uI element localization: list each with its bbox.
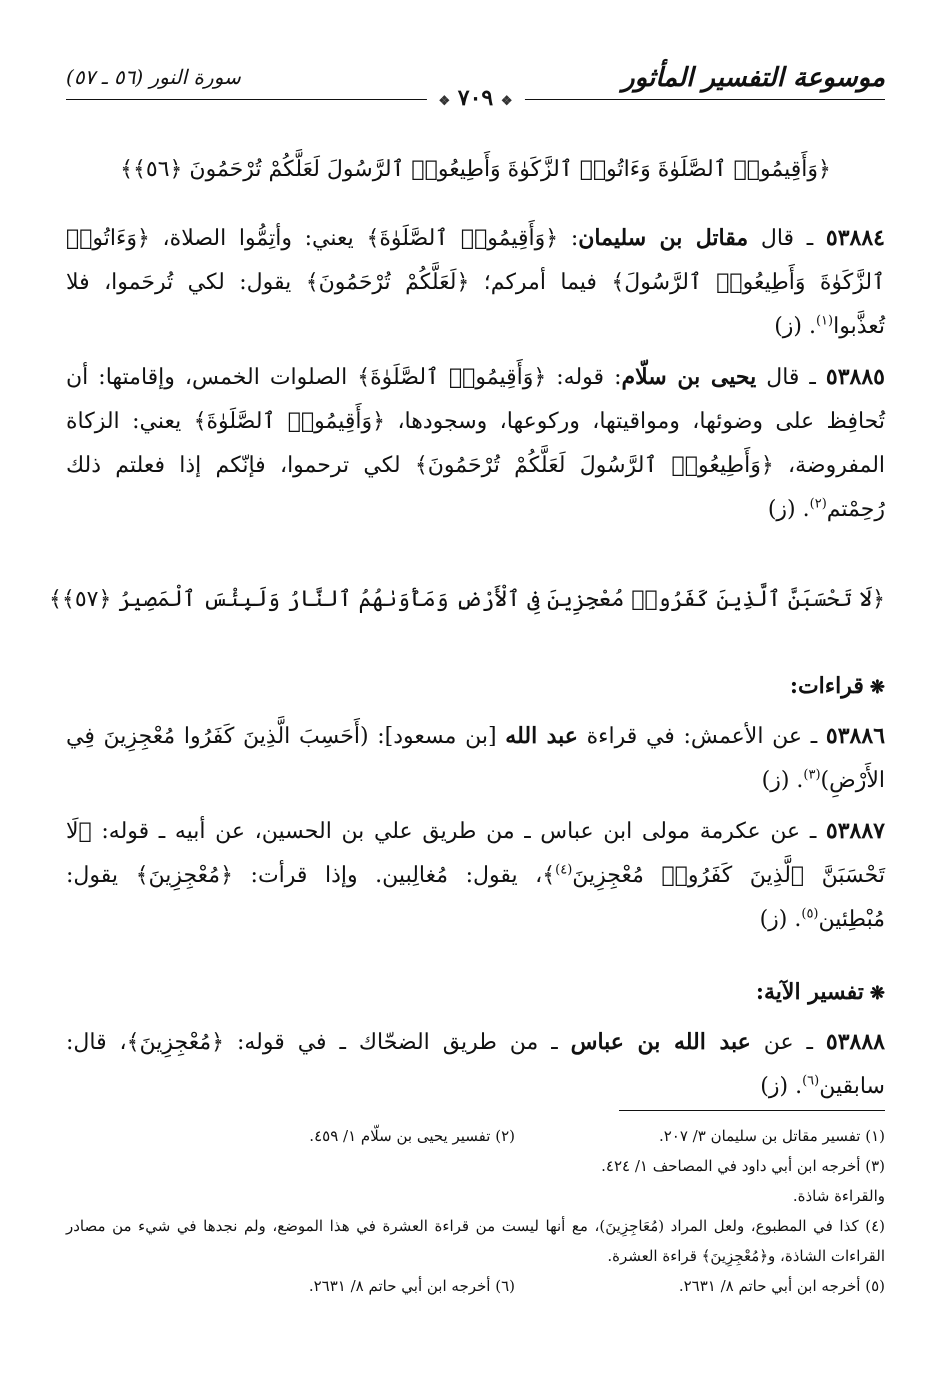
section-title: تفسير الآية: <box>755 979 864 1005</box>
surah-title: سورة النور (٥٦ ـ ٥٧) <box>66 65 241 89</box>
star-ornament-icon: ❋ <box>869 677 885 698</box>
entry-text: ـ عن <box>750 1030 826 1055</box>
narrator-name: مقاتل بن سليمان <box>578 225 749 251</box>
ornament-icon: ❖ <box>438 94 451 109</box>
entry-end: . (ز) <box>767 497 810 522</box>
footnote-row <box>66 1121 885 1151</box>
entry-number: ٥٣٨٨٨ <box>825 1029 885 1055</box>
quran-quote: ﴿وَأَقِيمُوا۟ ٱلصَّلَوٰةَ﴾ <box>193 409 386 434</box>
entry-text: ـ قال <box>756 365 826 390</box>
footnote-ref[interactable]: (٥) <box>801 906 819 922</box>
entry-end: . (ز) <box>774 314 816 339</box>
entry-end: . (ز) <box>759 907 802 932</box>
footnote-ref[interactable]: (٢) <box>809 496 827 512</box>
narrator-name: عبد الله <box>505 723 578 749</box>
entry-text: ـ عن الأعمش: في قراءة <box>577 724 826 749</box>
narration-entry-53885 <box>66 355 885 532</box>
quran-quote: ﴿وَءَاتُوا۟ ٱلزَّكَوٰةَ وَأَطِيعُوا۟ ٱلرَّسُولَ﴾ <box>66 226 885 295</box>
quran-quote: ﴿وَأَقِيمُوا۟ ٱلصَّلَوٰةَ﴾ <box>357 365 547 390</box>
quran-quote: ﴿لَا تَحْسَبَنَّ ٱلَّذِينَ كَفَرُوا۟ مُعْجِزِينَ <box>66 819 885 888</box>
section-heading-readings <box>66 664 885 710</box>
quran-quote: ﴿وَأَقِيمُوا۟ ٱلصَّلَوٰةَ﴾ <box>366 226 559 251</box>
page-number-box <box>426 85 524 111</box>
entry-text: ـ من طريق الضحّاك ـ في قوله: <box>224 1030 571 1055</box>
quran-quote: ﴿لَعَلَّكُمْ تُرْحَمُونَ﴾ <box>305 270 470 295</box>
entry-text: ـ قال <box>748 226 826 251</box>
page-header <box>66 55 885 111</box>
entry-text: ـ عن عكرمة مولى ابن عباس ـ من طريق علي بن الحسين، عن أبيه ـ قوله: <box>91 819 826 844</box>
narrator-name: يحيى بن سلّام <box>621 364 757 390</box>
page-number: ٧٠٩ <box>457 85 494 111</box>
footnote-3-note: والقراءة شاذة. <box>792 1187 885 1205</box>
footnote-ref[interactable]: (٤) <box>555 862 573 878</box>
entry-text: ، قال: سابقين <box>66 1030 885 1099</box>
entry-number: ٥٣٨٨٥ <box>825 364 885 390</box>
footnote-3: (٣) أخرجه ابن أبي داود في المصاحف ١/ ٤٢٤. <box>601 1157 885 1175</box>
entry-text: : <box>558 226 579 251</box>
entry-text: يعني: وأتِمُّوا الصلاة، <box>149 226 367 251</box>
footnote-2: (٢) تفسير يحيى بن سلّام ١/ ٤٥٩. <box>309 1127 515 1145</box>
entry-text: ﴾، يقول: مُغالِبين. وإذا قرأت: <box>232 863 556 888</box>
entry-end: . (ز) <box>761 768 804 793</box>
footnote-5: (٥) أخرجه ابن أبي حاتم ٨/ ٢٦٣١. <box>678 1277 885 1295</box>
entry-text: الصلوات الخمس، وإقامتها: أن تُحافِظ على وضوئها، ومواقيتها، وركوعها، وسجودها، <box>66 365 885 434</box>
entry-text: فيما أمركم؛ <box>469 270 612 295</box>
entry-text: يقول: لكي تُرحَموا، فلا تُعذَّبوا <box>66 270 885 339</box>
entry-number: ٥٣٨٨٦ <box>825 723 886 749</box>
footnote-rule <box>619 1110 885 1111</box>
quran-verse-57: ﴿لَا تَحْسَبَنَّ ٱلَّذِينَ كَفَرُوا۟ مُعْجِزِينَ فِى ٱلْأَرْضِ وَمَأْوَىٰهُمُ ٱلنَّارُ وَلَبِئْسَ ٱلْمَصِيرُ ﴿٥٧﴾﴾ <box>49 587 885 612</box>
quran-quote: ﴿وَأَطِيعُوا۟ ٱلرَّسُولَ لَعَلَّكُمْ تُرْحَمُونَ﴾ <box>414 453 774 478</box>
footnotes-area <box>66 1110 885 1301</box>
quran-quote: ﴿مُعْجِزِينَ﴾ <box>135 863 233 888</box>
entry-text: : قوله: <box>546 365 622 390</box>
entry-end: . (ز) <box>760 1074 803 1099</box>
footnote-ref[interactable]: (٣) <box>803 767 821 783</box>
quran-quote: ﴿مُعْجِزِينَ﴾ <box>126 1030 225 1055</box>
narration-entry-53884 <box>66 216 885 349</box>
section-heading-tafsir <box>66 970 885 1016</box>
narrator-name: عبد الله بن عباس <box>570 1029 751 1055</box>
entry-number: ٥٣٨٨٧ <box>825 818 885 844</box>
entry-text: يقول: مُبْطِئين <box>66 863 885 932</box>
footnote-row <box>66 1271 885 1301</box>
footnote-1: (١) تفسير مقاتل بن سليمان ٣/ ٢٠٧. <box>658 1127 885 1145</box>
footnote-ref[interactable]: (١) <box>815 313 834 329</box>
section-title: قراءات: <box>789 673 864 699</box>
entry-number: ٥٣٨٨٤ <box>825 225 885 251</box>
entry-text: لكي ترحموا، فإنّكم إذا فعلتم ذلك رُحِمْتم <box>66 453 885 522</box>
book-title: موسوعة التفسير المأثور <box>622 63 885 93</box>
narration-entry-53888 <box>66 1020 885 1109</box>
quran-verse-56: ﴿وَأَقِيمُوا۟ ٱلصَّلَوٰةَ وَءَاتُوا۟ ٱلزَّكَوٰةَ وَأَطِيعُوا۟ ٱلرَّسُولَ لَعَلَّكُمْ تُرْحَمُونَ ﴿٥٦﴾﴾ <box>120 157 831 182</box>
entry-text: [بن مسعود]: (أَحَسِبَ الَّذِينَ كَفَرُوا مُعْجِزِينَ فِي الأَرْضِ) <box>66 724 885 793</box>
main-content <box>49 150 886 1115</box>
narration-entry-53886 <box>66 714 885 803</box>
footnote-6: (٦) أخرجه ابن أبي حاتم ٨/ ٢٦٣١. <box>308 1277 515 1295</box>
footnote-4: (٤) كذا في المطبوع، ولعل المراد (مُعَاجِزِينَ)، مع أنها ليست من قراءة العشرة في هذا الموضع، ولم نجدها في شيء من مصادر القراءات الشاذة، و﴿مُعْجِزِينَ﴾ قراءة العشرة. <box>66 1217 885 1265</box>
footnote-ref[interactable]: (٦) <box>802 1073 820 1089</box>
narration-entry-53887 <box>66 809 885 942</box>
ornament-icon: ❖ <box>500 94 513 109</box>
star-ornament-icon: ❋ <box>869 983 885 1004</box>
entry-text: يعني: الزكاة المفروضة، <box>66 409 886 478</box>
